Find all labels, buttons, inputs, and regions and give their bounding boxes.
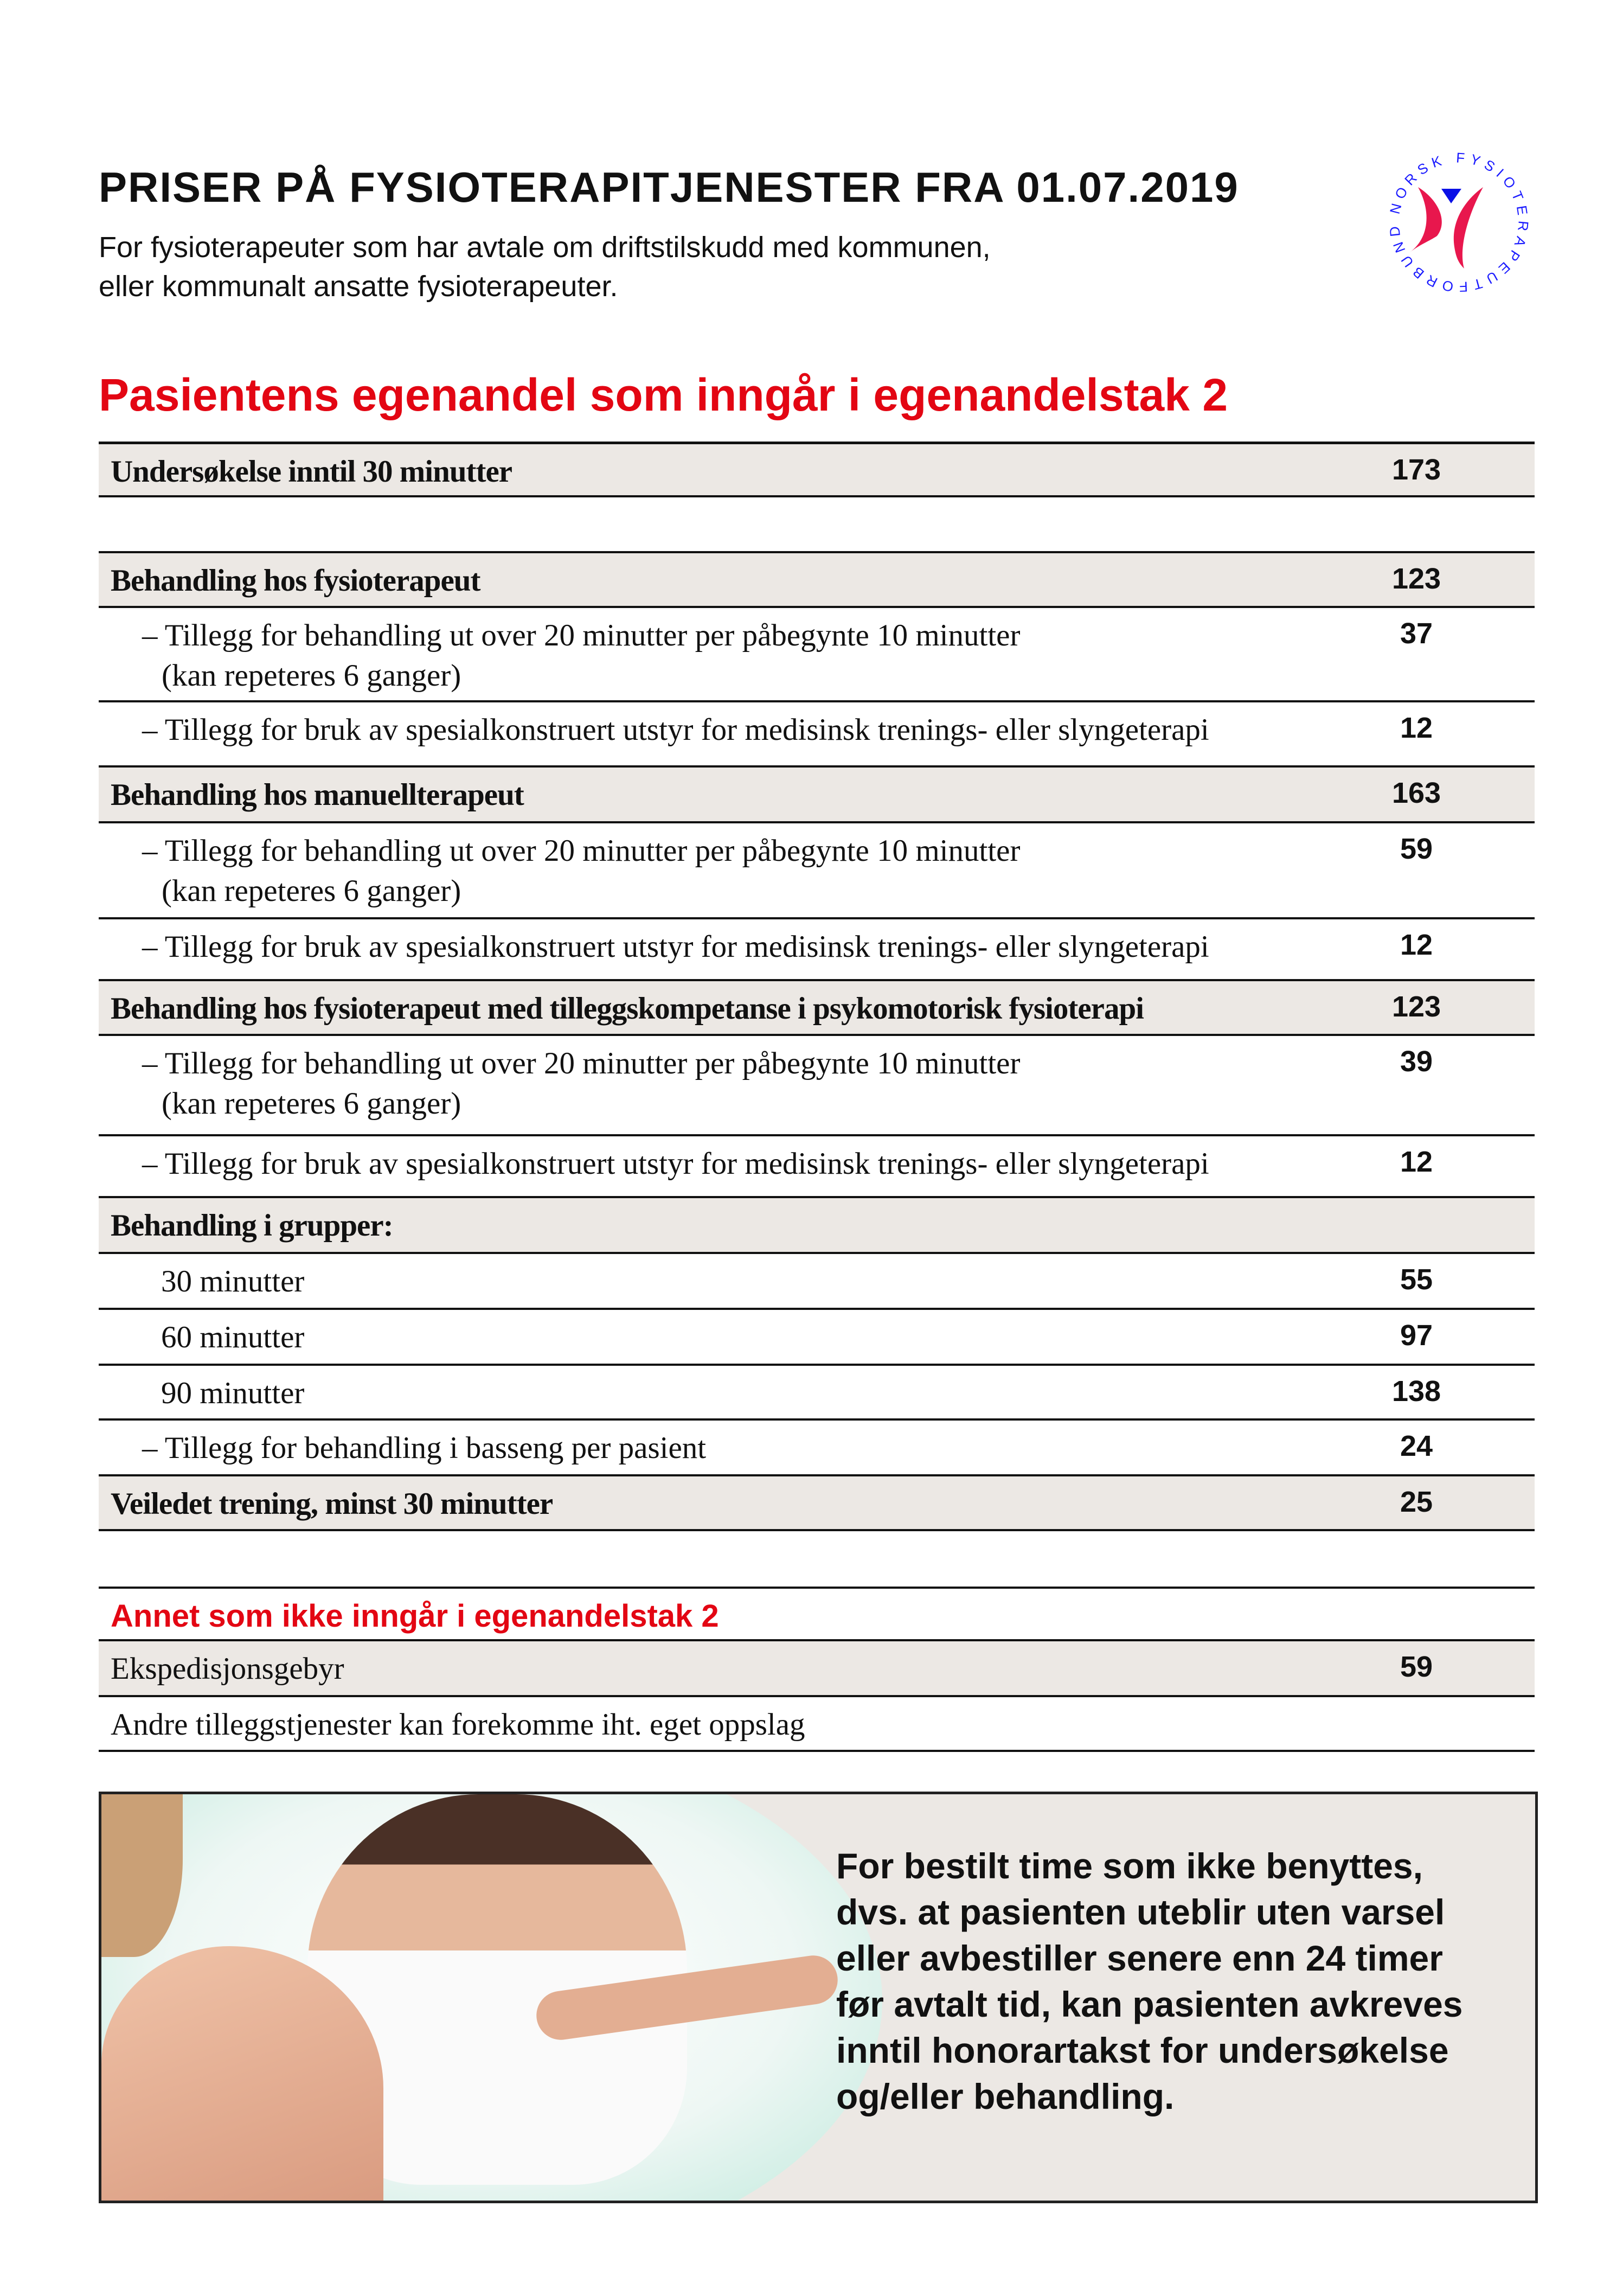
row-price: 25	[1400, 1486, 1433, 1518]
row-price: 163	[1391, 777, 1441, 809]
row-price: 173	[1391, 453, 1441, 486]
page-title: PRISER PÅ FYSIOTERAPITJENESTER FRA 01.07.2019	[99, 163, 1239, 211]
row-label: – Tillegg for behandling ut over 20 minutter per påbegynte 10 minutter (kan repeteres 6 ganger)	[142, 618, 1021, 693]
no-show-notice: For bestilt time som ikke benyttes, dvs. at pasienten uteblir uten varsel eller avbestiller senere enn 24 timer før avtalt tid, kan pasienten avkreves inntil honorartakst for undersøkelse og/eller behandling.	[836, 1846, 1463, 2116]
table-row	[99, 1136, 1535, 1198]
row-label: Behandling hos fysioterapeut med tilleggskompetanse i psykomotorisk fysioterapi	[111, 992, 1144, 1026]
row-price: 123	[1391, 562, 1441, 595]
table-row	[99, 1036, 1535, 1136]
norsk-fysioterapeutforbund-logo	[1377, 141, 1540, 304]
row-label: Behandling hos fysioterapeut	[111, 564, 480, 598]
table-row	[99, 553, 1535, 608]
table-row	[99, 1198, 1535, 1254]
row-label: Undersøkelse inntil 30 minutter	[111, 455, 512, 489]
row-label: 90 minutter	[161, 1376, 305, 1410]
other-fees-table	[99, 1587, 1535, 1752]
table-row	[99, 981, 1535, 1036]
subtitle-line: eller kommunalt ansatte fysioterapeuter.	[99, 270, 618, 303]
row-label: – Tillegg for bruk av spesialkonstruert utstyr for medisinsk trenings- eller slyngeterapi	[142, 930, 1209, 964]
row-label: Behandling i grupper:	[111, 1208, 393, 1243]
table-row	[99, 1310, 1535, 1366]
row-price: 37	[1400, 617, 1433, 650]
section-title: Pasientens egenandel som inngår i egenandelstak 2	[99, 369, 1228, 420]
row-label: – Tillegg for bruk av spesialkonstruert utstyr for medisinsk trenings- eller slyngeterapi	[142, 713, 1209, 747]
row-price: 59	[1400, 1651, 1433, 1683]
row-label: Veiledet trening, minst 30 minutter	[111, 1487, 553, 1521]
subtitle-line: For fysioterapeuter som har avtale om driftstilskudd med kommunen,	[99, 231, 991, 264]
row-price: 55	[1400, 1263, 1433, 1296]
page-subtitle	[99, 228, 991, 306]
row-label: Andre tilleggstjenester kan forekomme iht. eget oppslag	[111, 1707, 805, 1742]
table-row	[99, 768, 1535, 823]
row-price: 24	[1400, 1430, 1433, 1462]
row-price: 39	[1400, 1045, 1433, 1078]
table-row	[99, 1421, 1535, 1476]
spacer-row	[99, 497, 1535, 553]
table-row	[99, 1366, 1535, 1421]
row-price: 12	[1400, 712, 1433, 744]
price-table	[99, 442, 1535, 1531]
table-row	[99, 608, 1535, 702]
row-price: 59	[1400, 833, 1433, 865]
table-row	[99, 919, 1535, 981]
notice-box	[99, 1792, 1538, 2203]
table-row	[99, 1641, 1535, 1697]
table-row	[99, 1587, 1535, 1641]
svg-text:NORSK FYSIOTERAPEUTFORBUND: NORSK FYSIOTERAPEUTFORBUND	[1385, 149, 1532, 296]
row-price: 123	[1391, 990, 1441, 1023]
table-row	[99, 702, 1535, 768]
row-price: 12	[1400, 1146, 1433, 1178]
row-label: 60 minutter	[161, 1320, 305, 1354]
row-label: Annet som ikke inngår i egenandelstak 2	[111, 1598, 719, 1634]
row-label: – Tillegg for behandling ut over 20 minutter per påbegynte 10 minutter (kan repeteres 6 ganger)	[142, 834, 1021, 908]
table-row	[99, 442, 1535, 497]
row-price: 138	[1391, 1375, 1441, 1408]
table-row	[99, 1476, 1535, 1531]
row-label: Behandling hos manuellterapeut	[111, 778, 524, 812]
row-label: 30 minutter	[161, 1264, 305, 1299]
row-label: Ekspedisjonsgebyr	[111, 1652, 344, 1686]
row-label: – Tillegg for behandling ut over 20 minutter per påbegynte 10 minutter (kan repeteres 6 ganger)	[142, 1046, 1021, 1121]
table-row	[99, 823, 1535, 919]
row-label: – Tillegg for behandling i basseng per pasient	[142, 1431, 707, 1465]
row-price: 12	[1400, 929, 1433, 961]
table-row	[99, 1254, 1535, 1310]
row-label: – Tillegg for bruk av spesialkonstruert utstyr for medisinsk trenings- eller slyngeterapi	[142, 1147, 1209, 1181]
table-row	[99, 1697, 1535, 1752]
row-price: 97	[1400, 1319, 1433, 1352]
